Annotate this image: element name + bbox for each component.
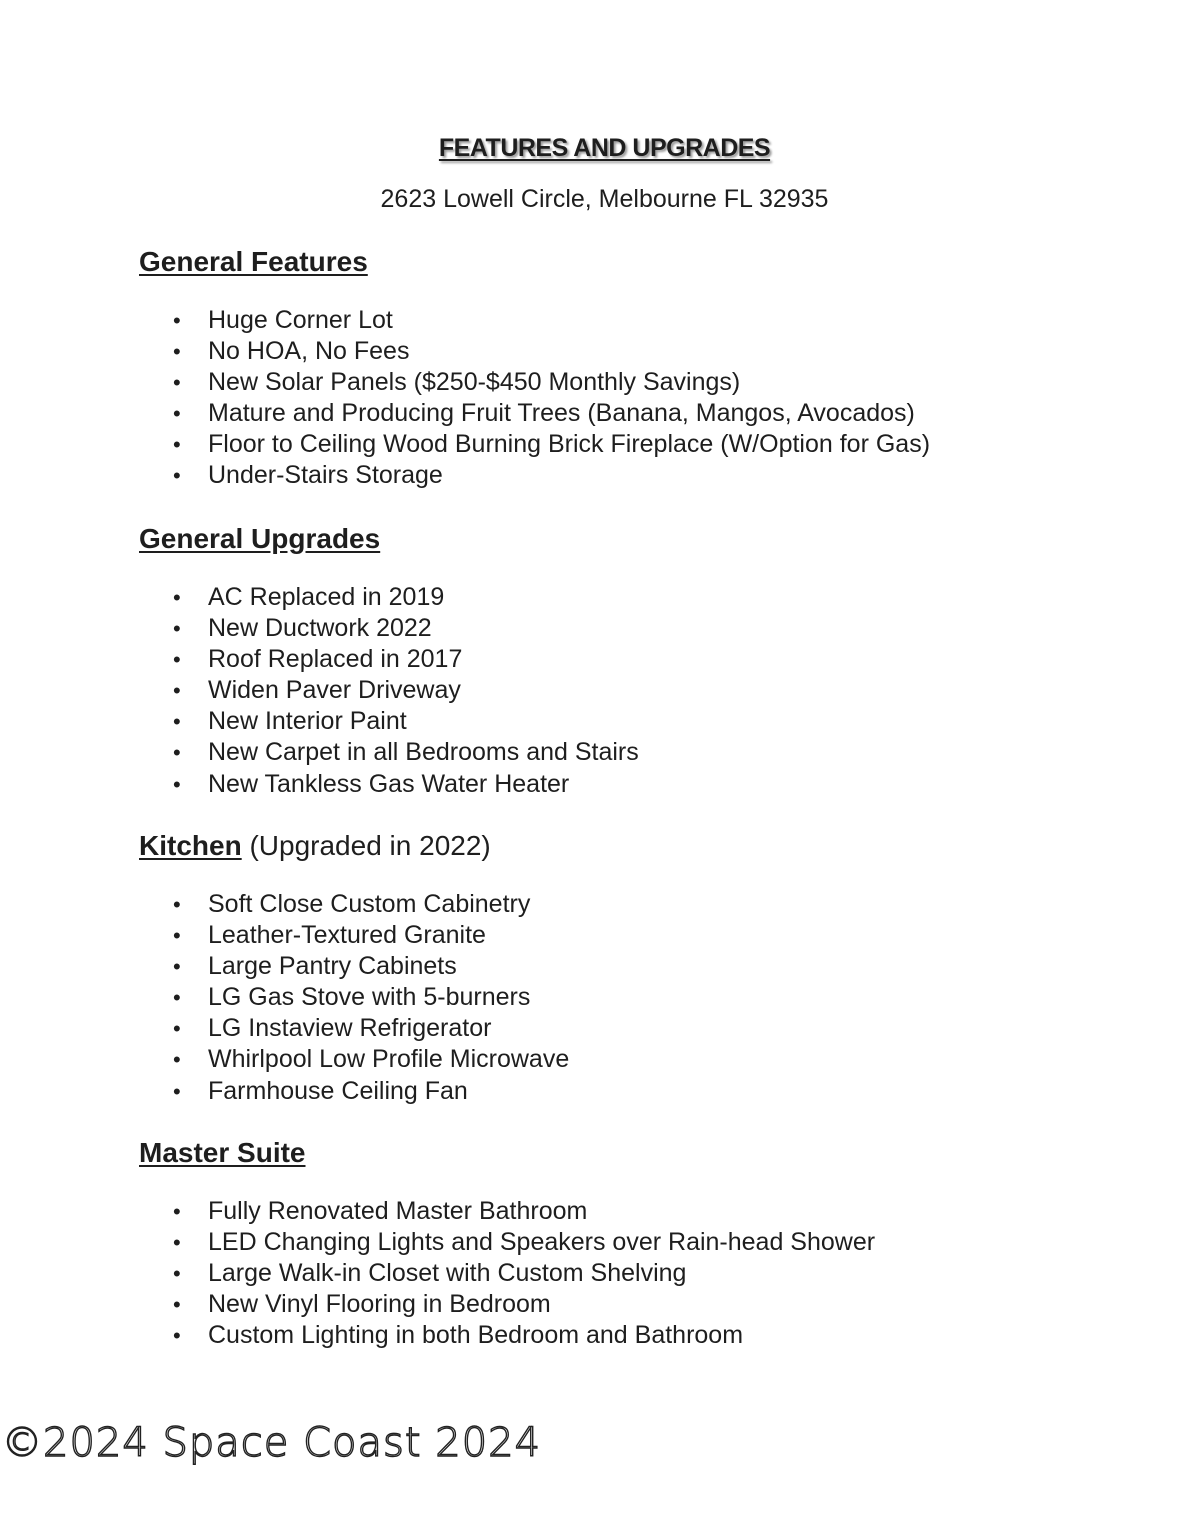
bullet-icon: • <box>173 923 181 949</box>
copyright-watermark: ©2024 Space Coast 2024 <box>2 1420 542 1466</box>
list-item-text: Roof Replaced in 2017 <box>208 645 463 674</box>
list-item-text: No HOA, No Fees <box>208 337 410 366</box>
list-item-text: Custom Lighting in both Bedroom and Bathroom <box>208 1321 744 1350</box>
list-item-text: New Ductwork 2022 <box>208 614 432 643</box>
list-item <box>139 1320 875 1351</box>
bullet-icon: • <box>173 308 181 333</box>
list-item <box>139 1289 875 1320</box>
list-item-text: Whirlpool Low Profile Microwave <box>208 1045 570 1074</box>
list-item-text: Huge Corner Lot <box>208 306 393 334</box>
document-title: FEATURES AND UPGRADES <box>438 134 771 162</box>
list-item-text: LED Changing Lights and Speakers over Rain-head Shower <box>208 1228 876 1257</box>
section-general-upgrades <box>139 522 639 800</box>
section-heading-text: Kitchen <box>139 830 242 861</box>
list-item <box>139 769 639 800</box>
feature-list <box>139 1196 875 1351</box>
section-heading-text: General Upgrades <box>139 523 381 554</box>
list-item <box>139 582 639 613</box>
list-item-text: Leather-Textured Granite <box>208 921 486 950</box>
list-item <box>139 951 569 982</box>
list-item <box>139 1196 875 1227</box>
bullet-icon: • <box>173 709 181 735</box>
section-heading-text: General Features <box>139 246 368 277</box>
list-item <box>139 737 639 768</box>
list-item-text: Soft Close Custom Cabinetry <box>208 890 531 918</box>
bullet-icon: • <box>173 1292 181 1318</box>
list-item <box>139 1258 875 1289</box>
list-item <box>139 460 930 491</box>
list-item-text: New Vinyl Flooring in Bedroom <box>208 1290 551 1319</box>
list-item-text: New Interior Paint <box>208 707 407 736</box>
section-master-suite <box>139 1136 875 1351</box>
bullet-icon: • <box>173 1016 181 1042</box>
bullet-icon: • <box>173 985 181 1011</box>
bullet-icon: • <box>173 1230 181 1256</box>
section-general-features <box>139 245 930 492</box>
section-heading <box>139 829 569 863</box>
list-item-text: AC Replaced in 2019 <box>208 583 445 611</box>
list-item-text: Large Walk-in Closet with Custom Shelving <box>208 1259 687 1288</box>
bullet-icon: • <box>173 892 181 917</box>
property-address: 2623 Lowell Circle, Melbourne FL 32935 <box>380 185 829 213</box>
list-item-text: LG Instaview Refrigerator <box>208 1014 492 1043</box>
bullet-icon: • <box>173 1199 181 1224</box>
list-item-text: New Tankless Gas Water Heater <box>208 769 570 798</box>
bullet-icon: • <box>173 1047 181 1073</box>
bullet-icon: • <box>173 740 181 766</box>
section-kitchen <box>139 829 569 1107</box>
bullet-icon: • <box>173 1261 181 1287</box>
bullet-icon: • <box>173 339 181 365</box>
bullet-icon: • <box>173 771 181 797</box>
list-item <box>139 398 930 429</box>
list-item <box>139 982 569 1013</box>
list-item <box>139 367 930 398</box>
list-item <box>139 305 930 336</box>
list-item-text: Large Pantry Cabinets <box>208 952 457 981</box>
list-item <box>139 336 930 367</box>
bullet-icon: • <box>173 432 181 458</box>
section-heading-note: (Upgraded in 2022) <box>241 830 491 861</box>
list-item <box>139 1044 569 1075</box>
feature-list <box>139 582 639 800</box>
list-item <box>139 706 639 737</box>
list-item-text: New Solar Panels ($250-$450 Monthly Savings) <box>208 368 741 397</box>
list-item <box>139 1076 569 1107</box>
bullet-icon: • <box>173 954 181 980</box>
list-item <box>139 644 639 675</box>
list-item <box>139 675 639 706</box>
list-item-text: Farmhouse Ceiling Fan <box>208 1076 468 1105</box>
list-item <box>139 613 639 644</box>
list-item-text: Floor to Ceiling Wood Burning Brick Fireplace (W/Option for Gas) <box>208 430 931 459</box>
list-item-text: New Carpet in all Bedrooms and Stairs <box>208 738 639 767</box>
list-item-text: Under-Stairs Storage <box>208 461 443 490</box>
bullet-icon: • <box>173 585 181 610</box>
feature-list <box>139 889 569 1107</box>
bullet-icon: • <box>173 370 181 396</box>
bullet-icon: • <box>173 1078 181 1104</box>
section-heading <box>139 1136 875 1170</box>
list-item <box>139 1227 875 1258</box>
section-heading-text: Master Suite <box>139 1137 306 1168</box>
bullet-icon: • <box>173 1323 181 1349</box>
section-heading <box>139 245 930 279</box>
list-item <box>139 1013 569 1044</box>
list-item <box>139 920 569 951</box>
list-item-text: Widen Paver Driveway <box>208 676 461 705</box>
list-item <box>139 429 930 460</box>
bullet-icon: • <box>173 647 181 673</box>
bullet-icon: • <box>173 616 181 642</box>
list-item-text: LG Gas Stove with 5-burners <box>208 983 531 1012</box>
list-item <box>139 889 569 920</box>
section-heading <box>139 522 639 556</box>
list-item-text: Mature and Producing Fruit Trees (Banana, Mangos, Avocados) <box>208 399 915 428</box>
list-item-text: Fully Renovated Master Bathroom <box>208 1197 588 1225</box>
feature-list <box>139 305 930 492</box>
bullet-icon: • <box>173 463 181 489</box>
bullet-icon: • <box>173 678 181 704</box>
bullet-icon: • <box>173 401 181 427</box>
